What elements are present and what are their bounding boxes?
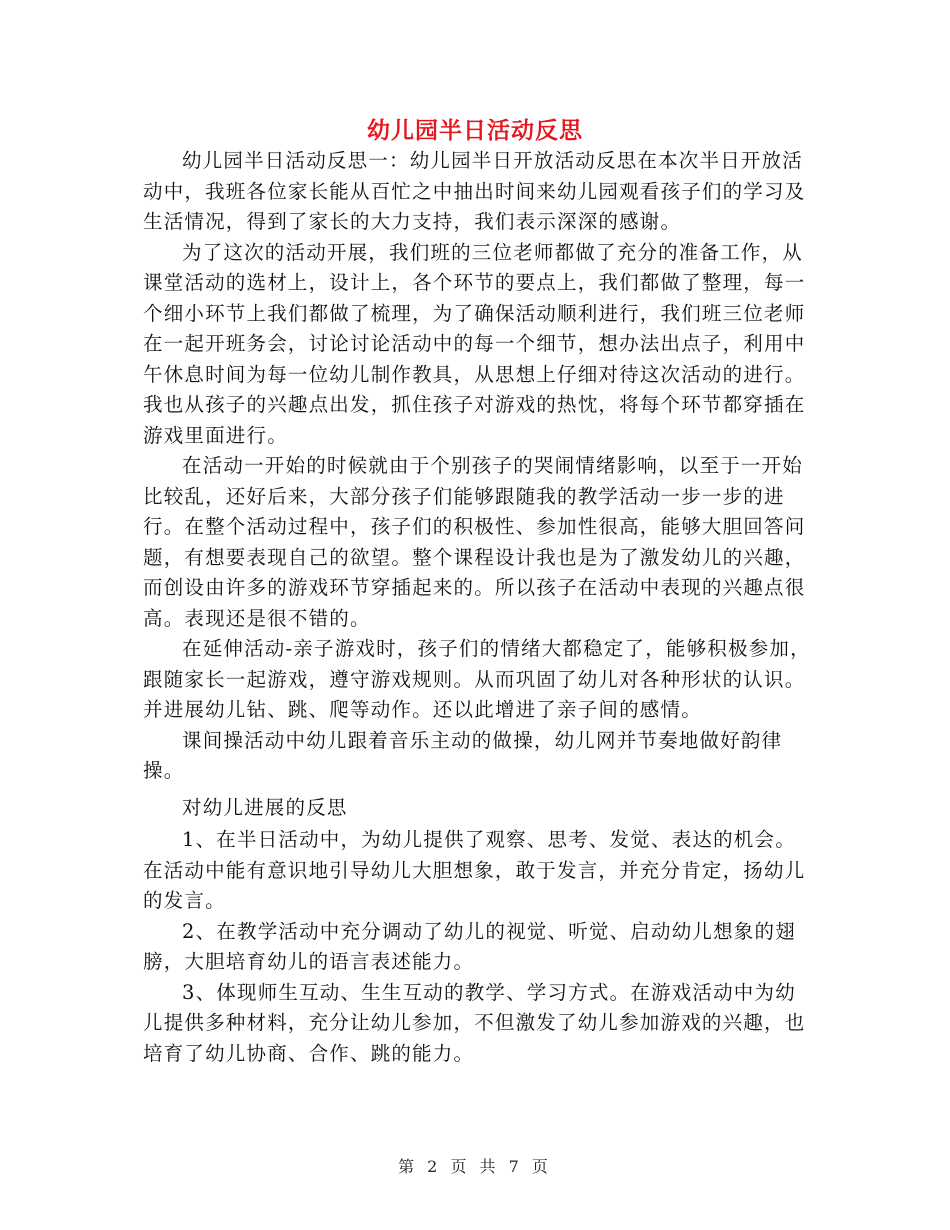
list-item-2: 2、在教学活动中充分调动了幼儿的视觉、听觉、启动幼儿想象的翅膀，大胆培育幼儿的语言表述能力。 <box>143 919 796 973</box>
list-item-1: 1、在半日活动中，为幼儿提供了观察、思考、发觉、表达的机会。在活动中能有意识地引导幼儿大胆想象，敢于发言，并充分肯定，扬幼儿的发言。 <box>143 828 806 912</box>
document-body <box>143 146 813 1069</box>
paragraph-3: 在活动一开始的时候就由于个别孩子的哭闹情绪影响，以至于一开始比较乱，还好后来，大部分孩子们能够跟随我的教学活动一步一步的进行。在整个活动过程中，孩子们的积极性、参加性很高，能够大胆回答问题，有想要表现自己的欲望。整个课程设计我也是为了激发幼儿的兴趣，而创设由许多的游戏环节穿插起来的。所以孩子在活动中表现的兴趣点很高。表现还是很不错的。 <box>143 454 806 630</box>
paragraph-1: 幼儿园半日活动反思一：幼儿园半日开放活动反思在本次半日开放活动中，我班各位家长能从百忙之中抽出时间来幼儿园观看孩子们的学习及生活情况，得到了家长的大力支持，我们表示深深的感谢。 <box>143 149 806 233</box>
paragraph-5: 课间操活动中幼儿跟着音乐主动的做操，幼儿网并节奏地做好韵律操。 <box>143 728 783 782</box>
paragraph-2: 为了这次的活动开展，我们班的三位老师都做了充分的准备工作，从课堂活动的选材上，设计上，各个环节的要点上，我们都做了整理，每一个细小环节上我们都做了梳理，为了确保活动顺利进行，我们班三位老师在一起开班务会，讨论讨论活动中的每一个细节，想办法出点子，利用中午休息时间为每一位幼儿制作教具，从思想上仔细对待这次活动的进行。我也从孩子的兴趣点出发，抓住孩子对游戏的热忱，将每个环节都穿插在游戏里面进行。 <box>143 240 806 447</box>
section-heading: 对幼儿进展的反思 <box>182 795 348 819</box>
paragraph-4: 在延伸活动-亲子游戏时，孩子们的情绪大都稳定了，能够积极参加，跟随家长一起游戏，遵守游戏规则。从而巩固了幼儿对各种形状的认识。并进展幼儿钻、跳、爬等动作。还以此增进了亲子间的感情。 <box>143 637 811 721</box>
page-footer: 第 2 页 共 7 页 <box>398 1157 552 1176</box>
list-item-3: 3、体现师生互动、生生互动的教学、学习方式。在游戏活动中为幼儿提供多种材料，充分让幼儿参加，不但激发了幼儿参加游戏的兴趣，也培育了幼儿协商、合作、跳的能力。 <box>143 980 806 1065</box>
page-title: 幼儿园半日活动反思 <box>367 118 583 144</box>
